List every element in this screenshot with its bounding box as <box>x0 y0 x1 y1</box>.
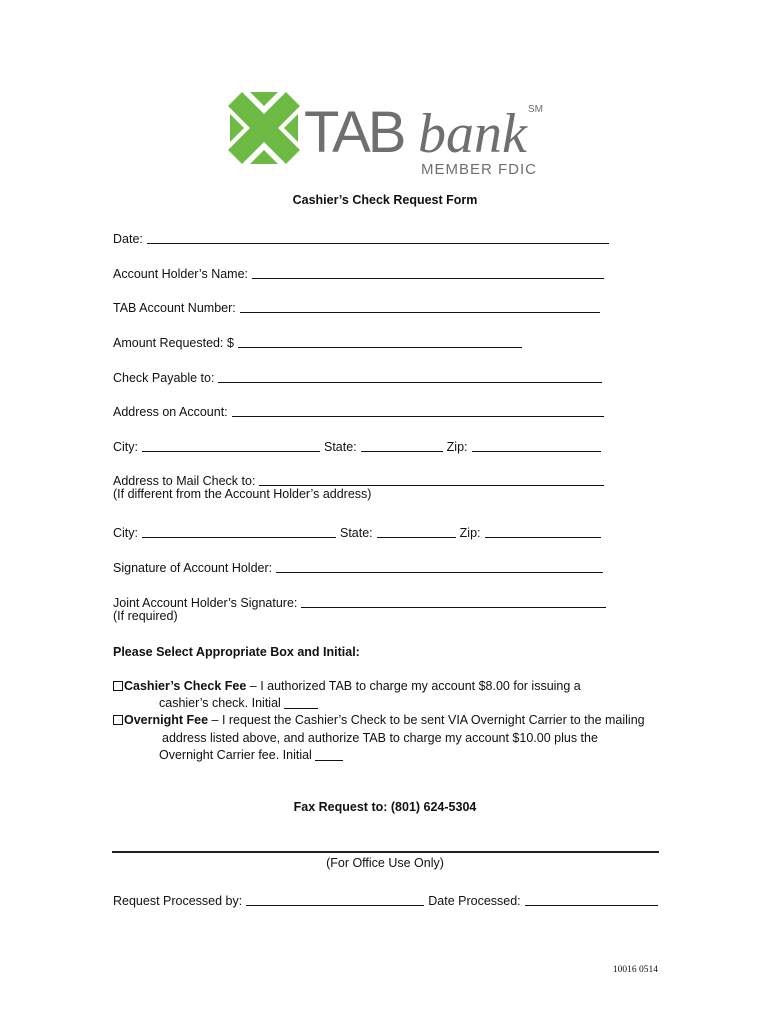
mail-city-field[interactable] <box>142 524 336 538</box>
account-number-row <box>113 297 600 315</box>
mail-state-field[interactable] <box>377 524 456 538</box>
account-number-label: TAB Account Number: <box>113 301 236 315</box>
account-holder-name-label: Account Holder’s Name: <box>113 267 249 281</box>
check-payable-label: Check Payable to: <box>113 371 215 385</box>
amount-requested-label: Amount Requested: $ <box>113 336 234 350</box>
processed-by-field[interactable] <box>246 892 424 906</box>
check-payable-row <box>113 367 602 385</box>
overnight-fee-text-3: Overnight Carrier fee. Initial <box>159 748 312 762</box>
city-state-zip-row <box>113 436 601 454</box>
date-row <box>113 228 609 246</box>
cashiers-fee-initial-row <box>159 696 318 710</box>
mail-zip-field[interactable] <box>485 524 601 538</box>
signature-row <box>113 557 603 575</box>
mail-address-row <box>113 470 604 488</box>
check-payable-field[interactable] <box>218 369 602 383</box>
amount-requested-row <box>113 332 522 350</box>
joint-signature-note: (If required) <box>113 609 178 623</box>
address-on-account-field[interactable] <box>232 403 604 417</box>
cashiers-fee-option <box>113 679 581 693</box>
logo-subtitle: MEMBER FDIC <box>421 161 537 178</box>
mail-state-label: State: <box>340 526 373 540</box>
cashiers-fee-initial-field[interactable] <box>284 697 318 709</box>
cashiers-fee-text-2: cashier’s check. Initial <box>159 696 281 710</box>
signature-field[interactable] <box>276 559 603 573</box>
mail-address-field[interactable] <box>259 472 604 486</box>
joint-signature-field[interactable] <box>301 594 606 608</box>
logo-service-mark: SM <box>528 104 543 115</box>
overnight-fee-option <box>113 713 645 727</box>
tab-bank-x-mark-icon <box>228 92 300 164</box>
amount-requested-field[interactable] <box>238 334 522 348</box>
cashiers-fee-checkbox[interactable] <box>113 681 123 691</box>
signature-label: Signature of Account Holder: <box>113 561 273 575</box>
overnight-fee-text-1: – I request the Cashier’s Check to be sent VIA Overnight Carrier to the mailing <box>208 713 645 727</box>
date-processed-field[interactable] <box>525 892 658 906</box>
overnight-fee-text-2: address listed above, and authorize TAB to charge my account $10.00 plus the <box>162 731 598 745</box>
logo-brand-main: TAB <box>304 100 404 165</box>
address-on-account-label: Address on Account: <box>113 405 228 419</box>
office-processing-row <box>113 890 658 908</box>
account-holder-name-row <box>113 263 604 281</box>
date-processed-label: Date Processed: <box>428 894 521 908</box>
state-field[interactable] <box>361 438 443 452</box>
account-holder-name-field[interactable] <box>252 265 604 279</box>
office-use-divider <box>112 851 659 853</box>
state-label: State: <box>324 440 357 454</box>
overnight-fee-initial-row <box>159 748 343 762</box>
mail-zip-label: Zip: <box>459 526 481 540</box>
joint-signature-label: Joint Account Holder’s Signature: <box>113 596 298 610</box>
zip-field[interactable] <box>472 438 601 452</box>
form-title: Cashier’s Check Request Form <box>292 193 478 207</box>
overnight-fee-initial-field[interactable] <box>315 749 343 761</box>
mail-city-label: City: <box>113 526 138 540</box>
overnight-fee-label: Overnight Fee <box>124 713 209 727</box>
mail-address-note: (If different from the Account Holder’s address) <box>113 487 372 501</box>
account-number-field[interactable] <box>240 299 600 313</box>
selection-heading: Please Select Appropriate Box and Initial: <box>113 645 360 659</box>
logo-brand-italic: bank <box>418 103 527 165</box>
fax-request: Fax Request to: (801) 624-5304 <box>293 800 477 814</box>
cashiers-fee-text-1: – I authorized TAB to charge my account $8.00 for issuing a <box>246 679 581 693</box>
overnight-fee-checkbox[interactable] <box>113 715 123 725</box>
cashiers-fee-label: Cashier’s Check Fee <box>124 679 247 693</box>
zip-label: Zip: <box>446 440 468 454</box>
date-field[interactable] <box>147 230 609 244</box>
mail-city-state-zip-row <box>113 522 601 540</box>
city-field[interactable] <box>142 438 320 452</box>
date-label: Date: <box>113 232 143 246</box>
city-label: City: <box>113 440 138 454</box>
tab-bank-logo <box>228 90 558 182</box>
address-on-account-row <box>113 401 604 419</box>
processed-by-label: Request Processed by: <box>113 894 243 908</box>
form-code: 10016 0514 <box>612 965 658 975</box>
mail-address-label: Address to Mail Check to: <box>113 474 256 488</box>
office-use-heading: (For Office Use Only) <box>326 856 444 870</box>
joint-signature-row <box>113 592 606 610</box>
